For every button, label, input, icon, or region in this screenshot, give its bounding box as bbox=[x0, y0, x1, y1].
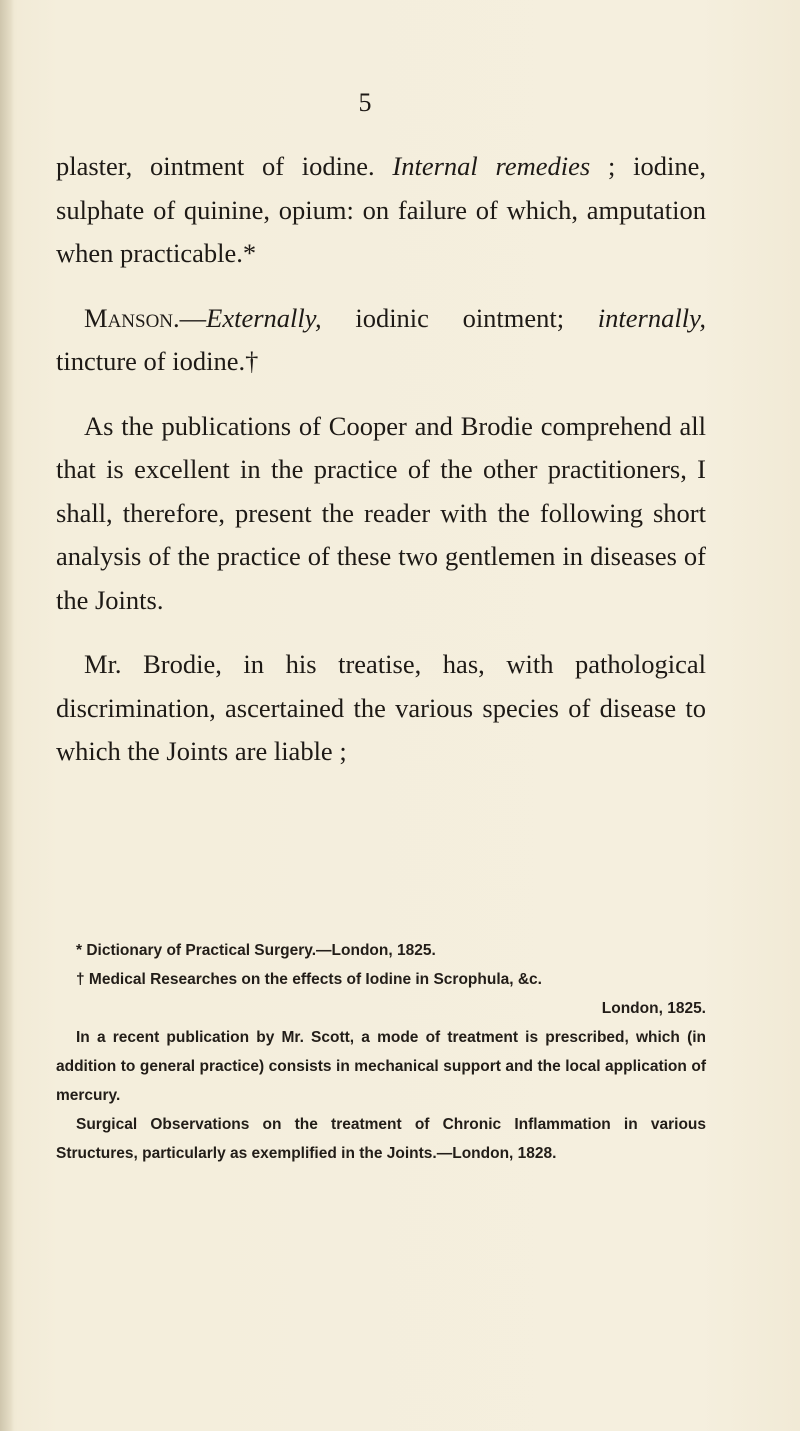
paragraph-3: As the publications of Cooper and Brodie comprehend all that is excellent in the practice of the other practitioners, I shall, therefore, present the reader with the following short analysis of the practice of these two gentlemen in diseases of the Joints. bbox=[56, 410, 706, 615]
paragraph-4: Mr. Brodie, in his treatise, has, with pathological discrimination, ascertained the various species of disease to which the Joints are liable ; bbox=[56, 649, 706, 766]
paragraph-1 bbox=[56, 145, 706, 276]
body-text bbox=[56, 145, 706, 774]
binding-edge bbox=[0, 0, 14, 1431]
paragraph-2-text-a: iodinic ointment; bbox=[321, 302, 598, 333]
footnote-3: In a recent publication by Mr. Scott, a mode of treatment is prescribed, which (in addition to general practice) consists in mechanical support and the local application of mercury. bbox=[56, 1029, 706, 1104]
paragraph-1-text-a: plaster, ointment of iodine. bbox=[56, 151, 393, 181]
footnote-1: * Dictionary of Practical Surgery.—London, 1825. bbox=[76, 942, 436, 959]
paragraph-2-text-b: tincture of iodine.† bbox=[56, 346, 259, 376]
footnote-2-place: London, 1825. bbox=[601, 1000, 706, 1017]
author-name: Manson. bbox=[84, 302, 180, 333]
footnotes bbox=[56, 936, 706, 1168]
paragraph-2-italic-a: Externally, bbox=[206, 302, 322, 333]
footnote-2: † Medical Researches on the effects of Iodine in Scrophula, &c. bbox=[76, 971, 542, 988]
paragraph-1-text-b: ; iodine, sulphate of quinine, opium: on failure of which, amputation when practicable.* bbox=[56, 151, 706, 268]
em-dash: — bbox=[179, 302, 207, 333]
paragraph-2-italic-b: internally, bbox=[597, 302, 706, 333]
paragraph-2 bbox=[56, 297, 706, 384]
page-number: 5 bbox=[358, 88, 372, 117]
footnote-4: Surgical Observations on the treatment of Chronic Inflammation in various Structures, particularly as exemplified in the Joints.—London, 1828. bbox=[56, 1116, 706, 1162]
paragraph-1-italic: Internal remedies bbox=[392, 151, 591, 181]
